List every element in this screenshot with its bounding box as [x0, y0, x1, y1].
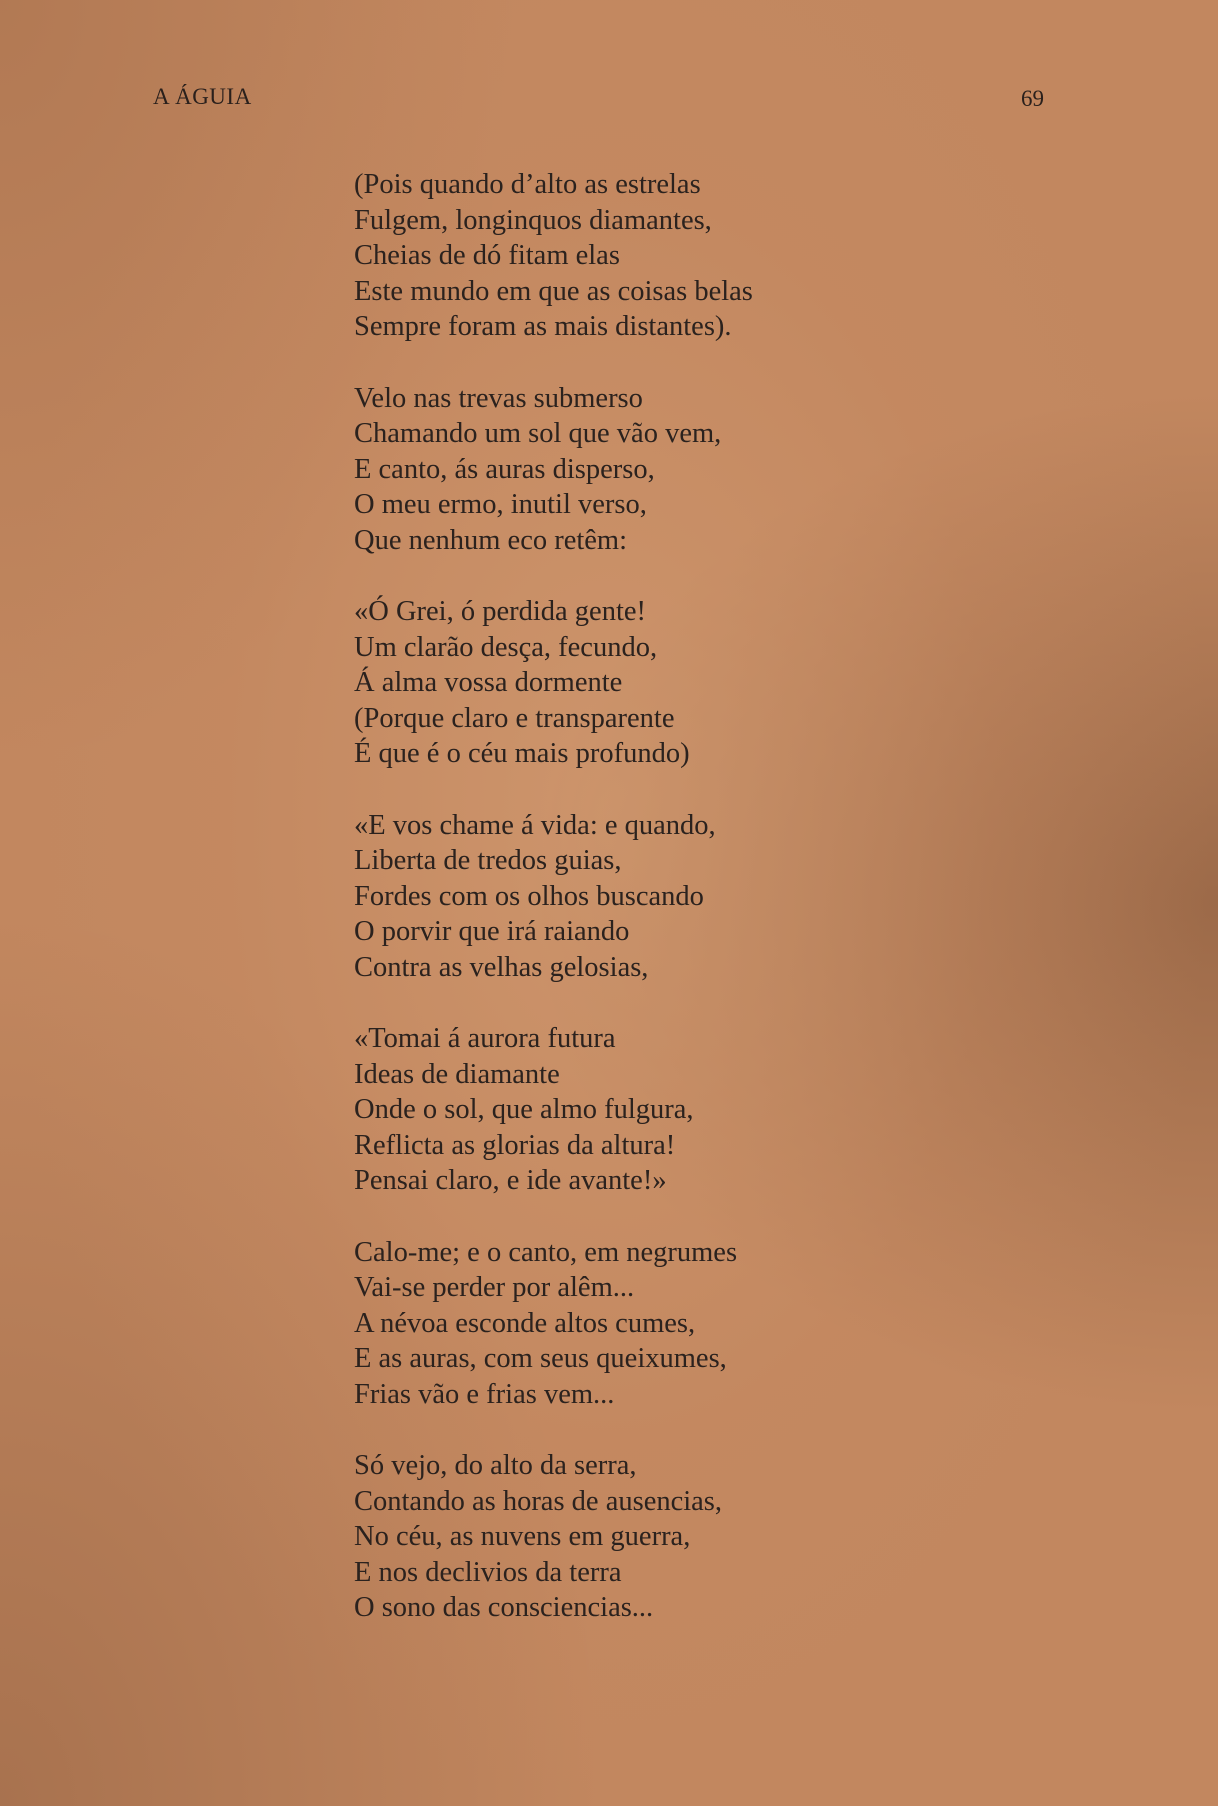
poem-line: Reflicta as glorias da altura! — [354, 1129, 676, 1161]
poem-line: Á alma vossa dormente — [354, 667, 623, 698]
poem-line: Fulgem, longinquos diamantes, — [354, 204, 712, 236]
poem-line: Fordes com os olhos buscando — [354, 880, 704, 912]
poem-line: É que é o céu mais profundo) — [354, 738, 690, 769]
poem-line: Pensai claro, e ide avante!» — [354, 1165, 667, 1196]
poem-line: Calo-me; e o canto, em negrumes — [354, 1236, 738, 1268]
page-number: 69 — [1021, 86, 1044, 111]
poem-line: Cheias de dó fitam elas — [354, 240, 620, 271]
stanza-5 — [354, 1021, 914, 1199]
stanza-6 — [354, 1235, 914, 1413]
poem-line: No céu, as nuvens em guerra, — [354, 1521, 691, 1552]
poem-line: «E vos chame á vida: e quando, — [354, 809, 716, 841]
poem-line: A névoa esconde altos cumes, — [354, 1307, 696, 1339]
poem — [354, 167, 914, 1662]
poem-line: Velo nas trevas submerso — [354, 382, 643, 414]
stanza-2 — [354, 381, 914, 559]
poem-line: Que nenhum eco retêm: — [354, 524, 628, 556]
poem-line: Ideas de diamante — [354, 1058, 560, 1090]
stanza-7 — [354, 1448, 914, 1626]
poem-line: (Porque claro e transparente — [354, 702, 675, 734]
running-header-title: A ÁGUIA — [153, 84, 252, 109]
stanza-4 — [354, 808, 914, 986]
poem-line: Frias vão e frias vem... — [354, 1378, 615, 1410]
poem-line: Chamando um sol que vão vem, — [354, 418, 722, 449]
poem-line: «Tomai á aurora futura — [354, 1023, 616, 1054]
poem-line: O porvir que irá raiando — [354, 916, 630, 947]
poem-line: (Pois quando d’alto as estrelas — [354, 169, 701, 200]
stanza-3 — [354, 594, 914, 772]
poem-line: Contando as horas de ausencias, — [354, 1485, 723, 1517]
poem-line: E nos declivios da terra — [354, 1556, 622, 1588]
poem-line: O sono das consciencias... — [354, 1592, 654, 1623]
poem-line: E as auras, com seus queixumes, — [354, 1343, 727, 1374]
poem-line: Um clarão desça, fecundo, — [354, 631, 658, 663]
poem-line: Só vejo, do alto da serra, — [354, 1450, 637, 1481]
poem-line: Contra as velhas gelosias, — [354, 951, 649, 983]
poem-line: Onde o sol, que almo fulgura, — [354, 1094, 694, 1125]
poem-line: Liberta de tredos guias, — [354, 845, 622, 876]
poem-line: O meu ermo, inutil verso, — [354, 489, 647, 520]
stanza-1 — [354, 167, 914, 345]
poem-line: «Ó Grei, ó perdida gente! — [354, 596, 647, 627]
poem-line: E canto, ás auras disperso, — [354, 453, 655, 485]
poem-line: Sempre foram as mais distantes). — [354, 311, 732, 342]
poem-line: Este mundo em que as coisas belas — [354, 275, 753, 307]
poem-line: Vai-se perder por alêm... — [354, 1272, 635, 1303]
